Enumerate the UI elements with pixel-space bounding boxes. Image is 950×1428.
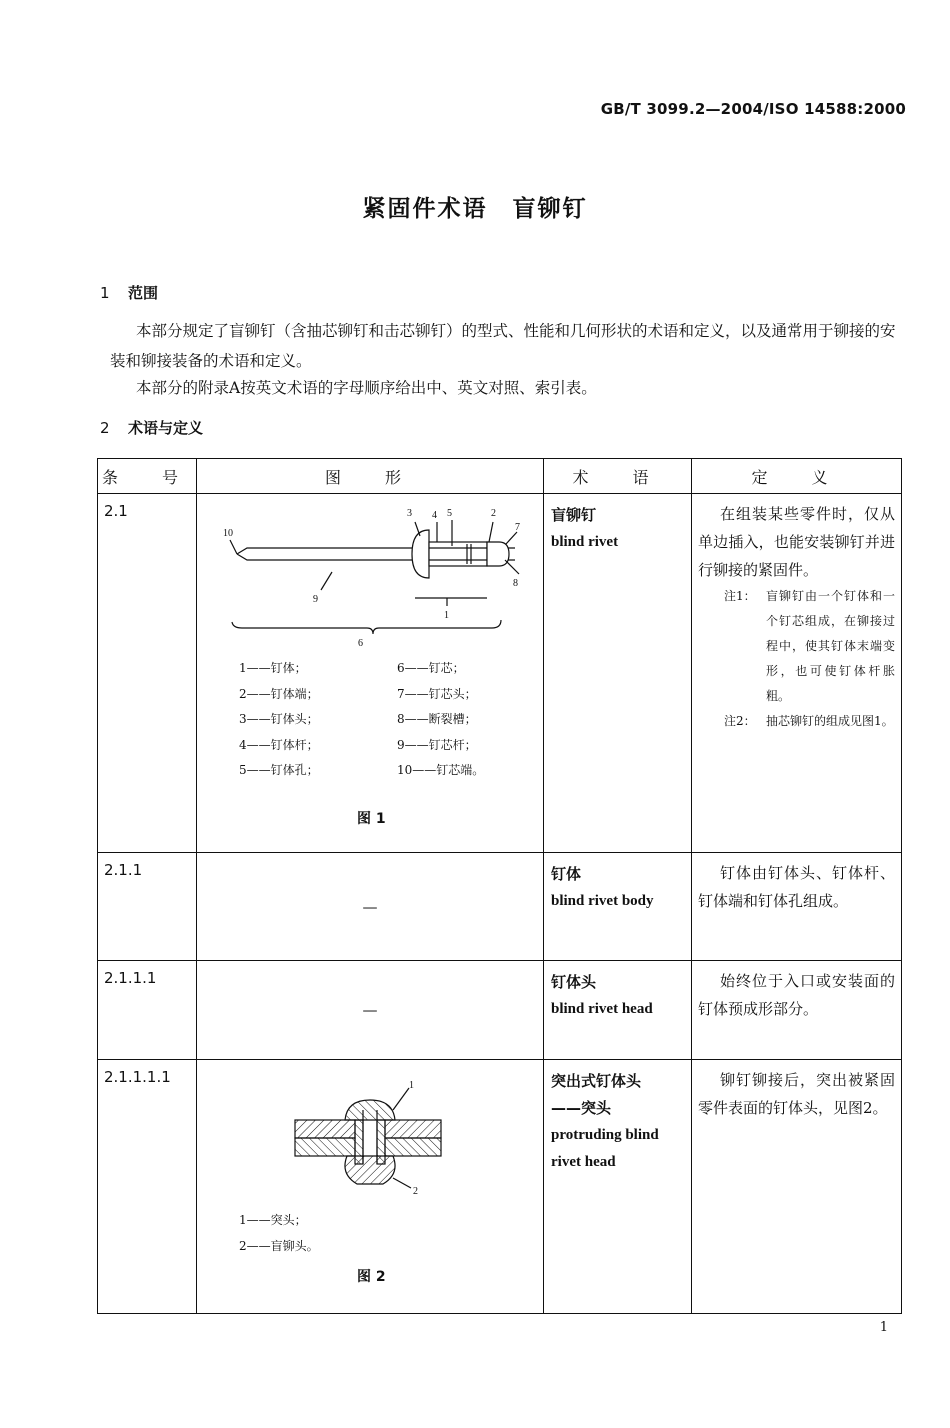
table-row <box>98 494 902 853</box>
callout-label: 1 <box>444 610 449 621</box>
plate-lower-left <box>295 1138 355 1156</box>
term-cell <box>544 961 692 1060</box>
header-definition: 定 义 <box>692 459 902 494</box>
legend-item: 7——钉芯头； <box>397 686 477 701</box>
legend-item: 2——钉体端； <box>239 686 319 701</box>
note <box>698 709 895 734</box>
term-chinese: 盲铆钉 <box>551 506 597 524</box>
legend-item: 1——钉体； <box>239 661 307 675</box>
term-cell <box>544 1060 692 1314</box>
terms-table <box>97 458 902 1314</box>
callout-label: 7 <box>515 522 520 533</box>
term-english: blind rivet <box>551 534 619 550</box>
term-english: protruding blind rivet head <box>551 1127 659 1170</box>
definition-cell <box>692 853 902 961</box>
protruding-head <box>345 1100 395 1120</box>
callout-label: 5 <box>447 508 452 519</box>
callout-label: 1 <box>409 1080 414 1091</box>
callout-label: 2 <box>413 1186 418 1197</box>
legend-item: 5——钉体孔； <box>239 763 319 777</box>
note <box>698 584 895 709</box>
blind-rivet-diagram <box>197 494 542 669</box>
callout-label: 3 <box>407 508 412 519</box>
figure-cell <box>197 494 544 853</box>
definition-cell <box>692 961 902 1060</box>
figure-legend <box>239 1208 319 1259</box>
section-heading-terms <box>100 417 203 438</box>
header-clause-no: 条 号 <box>98 459 197 494</box>
note-text: 盲铆钉由一个钉体和一个钉芯组成，在铆接过程中，使其钉体末端变形，也可使钉体杆胀粗。 <box>766 589 895 703</box>
scope-paragraph-1: 本部分规定了盲铆钉（含抽芯铆钉和击芯铆钉）的型式、性能和几何形状的术语和定义，以及通常用于铆接的安装和铆接装备的术语和定义。 <box>110 322 896 370</box>
mandrel-head <box>487 542 509 566</box>
blind-head <box>345 1156 395 1184</box>
header-term: 术 语 <box>544 459 692 494</box>
section-title: 范围 <box>128 284 159 302</box>
table-row <box>98 961 902 1060</box>
definition-text: 铆钉铆接后，突出被紧固零件表面的钉体头，见图2。 <box>698 1071 895 1117</box>
figure-legend-right <box>397 656 484 784</box>
clause-number: 2.1.1.1 <box>98 961 197 1060</box>
term-chinese: 钉体 <box>551 865 582 883</box>
rivet-head <box>412 530 429 578</box>
figure-caption: 图 1 <box>357 811 386 827</box>
clause-number: 2.1.1.1.1 <box>98 1060 197 1314</box>
term-chinese: 突出式钉体头 <box>551 1072 642 1090</box>
standard-number: GB/T 3099.2—2004/ISO 14588:2000 <box>600 100 906 118</box>
legend-item: 10——钉芯端。 <box>397 763 485 777</box>
legend-item: 6——钉芯； <box>397 661 465 675</box>
legend-item: 3——钉体头； <box>239 712 319 726</box>
section-number: 1 <box>100 284 110 302</box>
callout-label: 6 <box>358 638 363 649</box>
table-row <box>98 853 902 961</box>
term-cell <box>544 494 692 853</box>
plate-upper-left <box>295 1120 355 1138</box>
plate-lower-right <box>385 1138 441 1156</box>
legend-item: 9——钉芯杆； <box>397 737 477 752</box>
header-figure: 图 形 <box>197 459 544 494</box>
legend-item: 4——钉体杆； <box>239 737 319 752</box>
scope-paragraph-2: 本部分的附录A按英文术语的字母顺序给出中、英文对照、索引表。 <box>136 379 597 397</box>
protruding-head-diagram <box>197 1060 542 1200</box>
term-english: blind rivet head <box>551 1001 653 1017</box>
callout-label: 8 <box>513 578 518 589</box>
callout-label: 4 <box>432 510 437 521</box>
definition-text: 钉体由钉体头、钉体杆、钉体端和钉体孔组成。 <box>698 864 895 910</box>
callout-label: 10 <box>223 528 233 539</box>
term-cell <box>544 853 692 961</box>
page-number: 1 <box>879 1320 888 1335</box>
legend-item: 2——盲铆头。 <box>239 1238 319 1253</box>
section-title: 术语与定义 <box>128 419 204 437</box>
figure-cell <box>197 853 544 961</box>
table-header-row <box>98 459 902 494</box>
note-label: 注2： <box>724 714 756 728</box>
term-chinese-alt: ——突头 <box>551 1099 612 1117</box>
definition-cell <box>692 1060 902 1314</box>
note-text: 抽芯铆钉的组成见图1。 <box>766 714 894 728</box>
note-label: 注1： <box>724 589 756 603</box>
definition-text: 始终位于入口或安装面的钉体预成形部分。 <box>698 972 895 1018</box>
page-title: 紧固件术语 盲铆钉 <box>362 196 588 222</box>
figure-caption: 图 2 <box>357 1269 386 1285</box>
callout-label: 9 <box>313 594 318 605</box>
clause-number: 2.1.1 <box>98 853 197 961</box>
section-heading-scope <box>100 282 158 303</box>
legend-item: 1——突头； <box>239 1213 307 1227</box>
figure-cell <box>197 1060 544 1314</box>
definition-text: 在组装某些零件时，仅从单边插入，也能安装铆钉并进行铆接的紧固件。 <box>698 505 895 579</box>
figure-placeholder: — <box>362 897 378 916</box>
rivet-body <box>429 542 487 566</box>
callout-label: 2 <box>491 508 496 519</box>
table-row <box>98 1060 902 1314</box>
legend-item: 8——断裂槽； <box>397 712 477 726</box>
figure-legend-left <box>239 656 319 784</box>
clause-number: 2.1 <box>98 494 197 853</box>
definition-cell <box>692 494 902 853</box>
term-english: blind rivet body <box>551 893 654 909</box>
figure-placeholder: — <box>362 1001 378 1019</box>
plate-upper-right <box>385 1120 441 1138</box>
figure-cell <box>197 961 544 1060</box>
term-chinese: 钉体头 <box>551 973 597 991</box>
section-number: 2 <box>100 419 110 437</box>
